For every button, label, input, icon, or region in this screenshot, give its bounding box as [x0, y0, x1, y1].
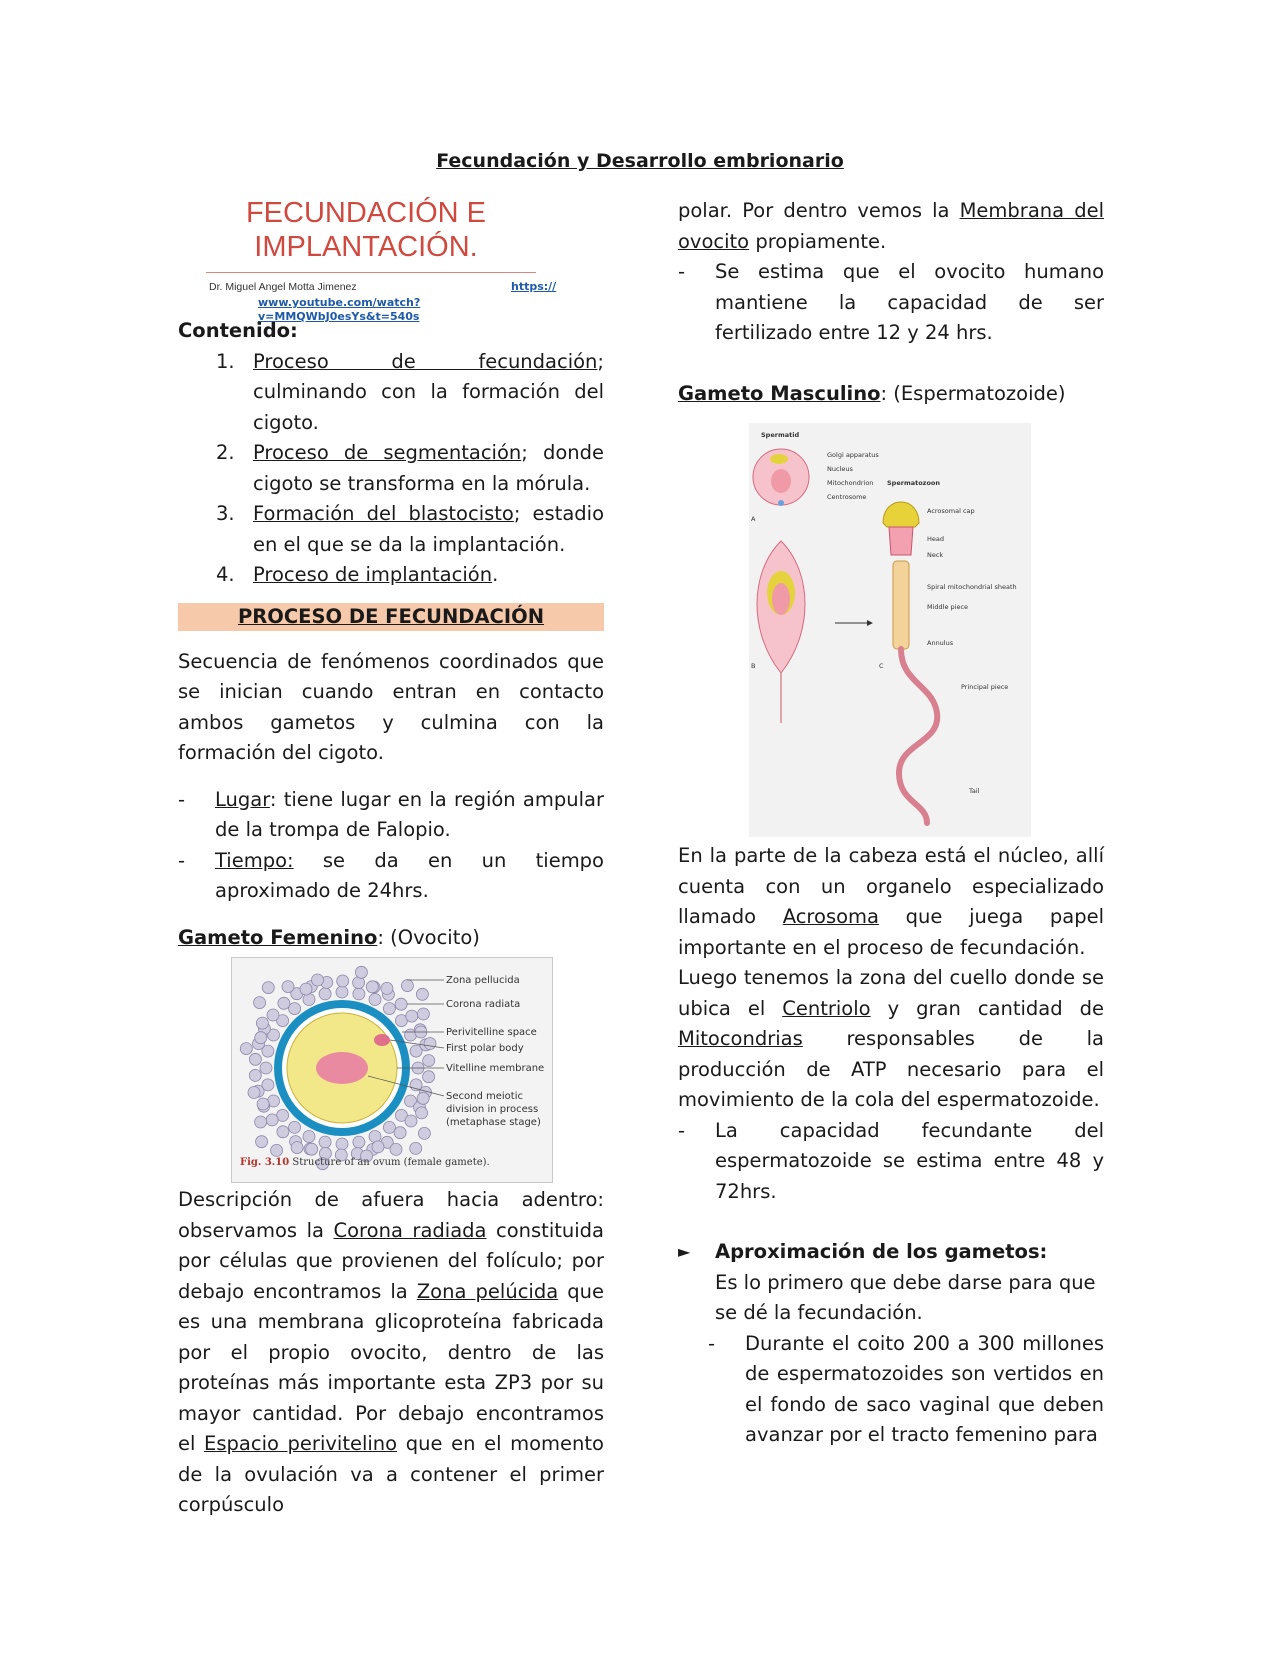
corona-cell: [366, 981, 378, 993]
label-spermatid: Spermatid: [761, 431, 800, 439]
acrosomal-cap: [883, 502, 919, 527]
spermatid-nucleus: [771, 469, 791, 493]
corona-cell: [383, 1003, 395, 1015]
label-a: A: [751, 515, 756, 523]
corona-cell: [256, 1017, 268, 1029]
ovum-caption: Fig. 3.10 Structure of an ovum (female gamete).: [240, 1156, 490, 1168]
video-banner: [206, 196, 578, 323]
corona-cell: [267, 1009, 279, 1021]
gameto-masculino-heading: Gameto Masculino: (Espermatozoide): [678, 381, 1066, 405]
sperm-figure: [749, 423, 1031, 837]
corona-cell: [277, 1126, 289, 1138]
corona-cell: [249, 1069, 261, 1081]
label-division: division in process: [446, 1104, 539, 1115]
contenido-link: Proceso de implantación: [253, 563, 493, 586]
label-acrosomal-cap: Acrosomal cap: [927, 507, 975, 515]
corona-cell: [417, 1008, 429, 1020]
corona-cell: [416, 988, 428, 1000]
corona-cell: [401, 980, 413, 992]
corona-cell: [262, 982, 274, 994]
label-spermatozoon: Spermatozoon: [887, 479, 941, 487]
corona-cell: [405, 1115, 417, 1127]
sperm-head: [889, 527, 913, 555]
video-link-2[interactable]: www.youtube.com/watch?v=MMQWbJ0esYs&t=540s: [258, 296, 421, 323]
gameto-femenino-heading: Gameto Femenino: (Ovocito): [178, 925, 480, 949]
label-b: B: [751, 662, 756, 670]
corona-cell: [336, 986, 348, 998]
list-item: 4. Proceso de implantación.: [216, 563, 499, 586]
corona-cell: [303, 1131, 315, 1143]
corona-cell: [278, 997, 290, 1009]
corona-cell: [289, 1121, 301, 1133]
corona-cell: [381, 982, 393, 994]
label-metaphase: (metaphase stage): [446, 1117, 541, 1128]
aproximacion-text: Es lo primero que debe darse para que se dé la fecundación.: [715, 1270, 1096, 1324]
tiempo-item: - Tiempo: se da en un tiempo aproximado de 24hrs.: [178, 848, 604, 902]
right-column: [678, 196, 1104, 1451]
corona-cell: [289, 1003, 301, 1015]
metaphase-spindle: [316, 1052, 368, 1084]
label-middle-piece: Middle piece: [927, 603, 969, 611]
ovum-figure: [231, 957, 553, 1183]
cabeza-paragraph: En la parte de la cabeza está el núcleo, allí cuenta con un organelo especializado llamado Acrosoma que juega papel importante en el proceso de fecundación.: [678, 844, 1104, 959]
contenido-link: Proceso de fecundación: [253, 349, 598, 373]
corona-cell: [260, 1062, 272, 1074]
label-zona-pellucida: Zona pellucida: [446, 975, 520, 986]
corona-cell: [248, 1087, 260, 1099]
corona-cell: [255, 1032, 267, 1044]
corona-cell: [395, 998, 407, 1010]
corona-cell: [423, 1071, 435, 1083]
corona-cell: [282, 981, 294, 993]
corona-cell: [406, 1010, 418, 1022]
label-vitelline-membrane: Vitelline membrane: [446, 1063, 545, 1074]
banner-heading-2: IMPLANTACIÓN.: [254, 231, 478, 263]
label-c: C: [879, 662, 884, 670]
corona-cell: [256, 1136, 268, 1148]
golgi: [770, 454, 788, 464]
corona-cell: [416, 1107, 428, 1119]
cuello-paragraph: Luego tenemos la zona del cuello donde se ubica el Centriolo y gran cantidad de Mitocondrias responsables de la producción de ATP necesario para el movimiento de la cola del espermatozoide.: [678, 966, 1105, 1111]
contenido-list: [178, 347, 604, 591]
label-head: Head: [927, 535, 944, 543]
principal-piece: [899, 649, 937, 823]
corona-cell: [394, 1127, 406, 1139]
polar-paragraph: polar. Por dentro vemos la Membrana del ovocito propiamente.: [678, 199, 1104, 253]
label-tail: Tail: [969, 787, 980, 795]
label-mitochondrion: Mitochondrion: [827, 479, 874, 487]
corona-cell: [355, 966, 367, 978]
corona-cell: [254, 997, 266, 1009]
lugar-item: - Lugar: tiene lugar en la región ampular de la trompa de Falopio.: [178, 787, 604, 841]
corona-cell: [383, 1121, 395, 1133]
list-item: 1. Proceso de fecundación; culminando con la formación del cigoto.: [216, 349, 604, 434]
corona-cell: [353, 1136, 365, 1148]
first-polar-body: [374, 1034, 390, 1046]
video-link-1[interactable]: https://: [511, 280, 557, 293]
corona-cell: [418, 1127, 430, 1139]
list-item: 2. Proceso de segmentación; donde cigoto se transforma en la mórula.: [216, 441, 604, 495]
descripcion-paragraph: Descripción de afuera hacia adentro: observamos la Corona radiada constituida por células que provienen del folículo; por debajo encontramos la Zona pelúcida que es una membrana glicoproteína fabricada por el propio ovocito, dentro de las proteínas más importante esta ZP3 por su mayor cantidad. Por debajo encontramos el Espacio perivitelino que en el momento de la ovulación va a contener el primer corpúsculo: [178, 1188, 605, 1516]
corona-cell: [423, 1055, 435, 1067]
corona-cell: [319, 1136, 331, 1148]
contenido-link: Formación del blastocisto: [253, 502, 514, 525]
capacidad-item: - La capacidad fecundante del espermatozoide se estima entre 48 y 72hrs.: [678, 1118, 1104, 1203]
left-column: [178, 196, 604, 1521]
label-principal-piece: Principal piece: [961, 683, 1009, 691]
corona-cell: [240, 1043, 252, 1055]
estima-item: - Se estima que el ovocito humano mantiene la capacidad de ser fertilizado entre 12 y 24 hrs.: [678, 260, 1104, 344]
centrosome: [778, 500, 784, 506]
corona-cell: [255, 1116, 267, 1128]
contenido-link: Proceso de segmentación: [253, 441, 522, 464]
label-corona-radiata: Corona radiata: [446, 999, 521, 1010]
middle-piece: [893, 561, 909, 649]
corona-cell: [300, 983, 312, 995]
corona-cell: [266, 1114, 278, 1126]
label-spiral-sheath: Spiral mitochondrial sheath: [927, 583, 1017, 591]
label-golgi: Golgi apparatus: [827, 451, 879, 459]
label-perivitelline-space: Perivitelline space: [446, 1027, 537, 1038]
corona-cell: [312, 974, 324, 986]
developing-nucleus: [772, 583, 790, 615]
banner-heading-1: FECUNDACIÓN E: [245, 197, 487, 229]
contenido-heading: Contenido:: [178, 319, 298, 342]
aproximacion-heading: Aproximación de los gametos:: [715, 1240, 1048, 1263]
corona-cell: [337, 975, 349, 987]
arrow-head: [867, 620, 873, 626]
label-second-meiotic: Second meiotic: [446, 1091, 523, 1102]
page-title: Fecundación y Desarrollo embrionario: [436, 150, 844, 172]
corona-cell: [319, 988, 331, 1000]
coito-item: - Durante el coito 200 a 300 millones de espermatozoides son vertidos en el fondo de saco vaginal que deben avanzar por el tracto femenino para: [708, 1331, 1104, 1446]
label-annulus: Annulus: [927, 639, 954, 647]
banner-author: Dr. Miguel Angel Motta Jimenez: [209, 281, 357, 293]
sperm-diagram: [749, 423, 1031, 837]
arrow-bullet-icon: ►: [678, 1242, 691, 1261]
corona-cell: [369, 994, 381, 1006]
corona-cell: [257, 1098, 269, 1110]
list-item: 3. Formación del blastocisto; estadio en el que se da la implantación.: [216, 502, 605, 556]
aproximacion-item: [678, 1237, 1104, 1329]
label-centrosome: Centrosome: [827, 493, 867, 501]
banner-divider: [206, 272, 536, 273]
corona-cell: [417, 1092, 429, 1104]
label-nucleus: Nucleus: [827, 465, 853, 473]
corona-cell: [249, 1053, 261, 1065]
corona-cell: [353, 988, 365, 1000]
section-header: PROCESO DE FECUNDACIÓN: [178, 603, 604, 631]
corona-cell: [424, 1038, 436, 1050]
label-first-polar-body: First polar body: [446, 1043, 524, 1054]
intro-paragraph: Secuencia de fenómenos coordinados que se inician cuando entran en contacto ambos gametos y culmina con la formación del cigoto.: [178, 649, 604, 764]
label-neck: Neck: [927, 551, 944, 559]
